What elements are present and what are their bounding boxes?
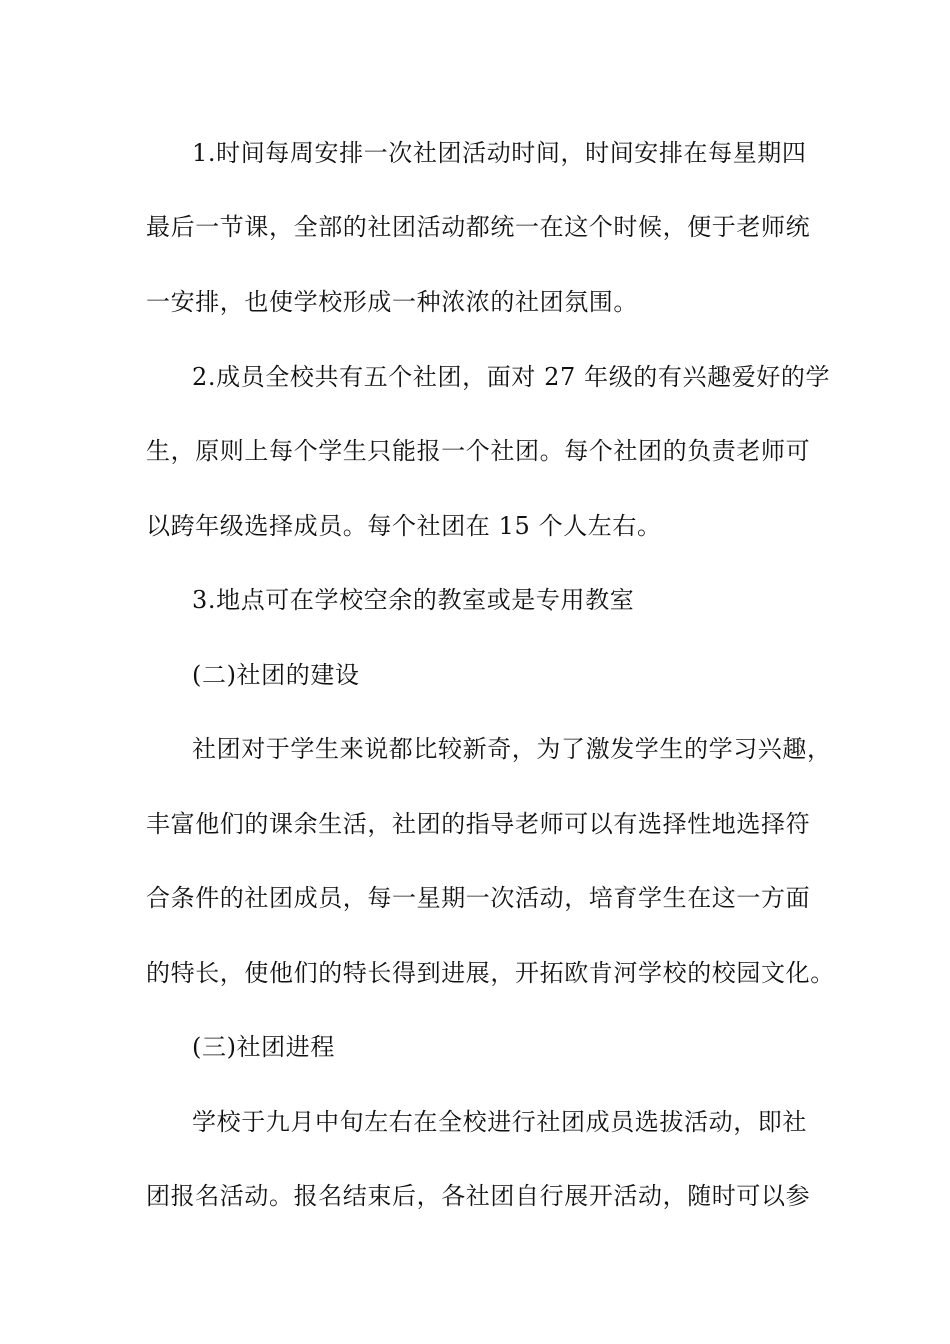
paragraph-line: 生，原则上每个学生只能报一个社团。每个社团的负责老师可 <box>146 437 811 465</box>
section-heading: (二)社团的建设 <box>192 661 360 689</box>
section-heading: (三)社团进程 <box>192 1033 335 1061</box>
paragraph-line: 合条件的社团成员，每一星期一次活动，培育学生在这一方面 <box>146 884 811 912</box>
paragraph-line: 丰富他们的课余生活，社团的指导老师可以有选择性地选择符 <box>146 810 811 838</box>
paragraph-line: 2.成员全校共有五个社团，面对 27 年级的有兴趣爱好的学 <box>192 363 831 391</box>
paragraph-line: 一安排，也使学校形成一种浓浓的社团氛围。 <box>146 288 638 316</box>
paragraph-line: 学校于九月中旬左右在全校进行社团成员选拔活动，即社 <box>192 1108 807 1136</box>
paragraph-line: 3.地点可在学校空余的教室或是专用教室 <box>192 586 635 614</box>
paragraph-line: 以跨年级选择成员。每个社团在 15 个人左右。 <box>146 512 662 540</box>
paragraph-line: 团报名活动。报名结束后，各社团自行展开活动，随时可以参 <box>146 1182 811 1210</box>
paragraph-line: 社团对于学生来说都比较新奇，为了激发学生的学习兴趣， <box>192 735 832 763</box>
paragraph-line: 的特长，使他们的特长得到进展，开拓欧肯河学校的校园文化。 <box>146 959 835 987</box>
paragraph-line: 1.时间每周安排一次社团活动时间，时间安排在每星期四 <box>192 139 807 167</box>
paragraph-line: 最后一节课，全部的社团活动都统一在这个时候，便于老师统 <box>146 213 811 241</box>
